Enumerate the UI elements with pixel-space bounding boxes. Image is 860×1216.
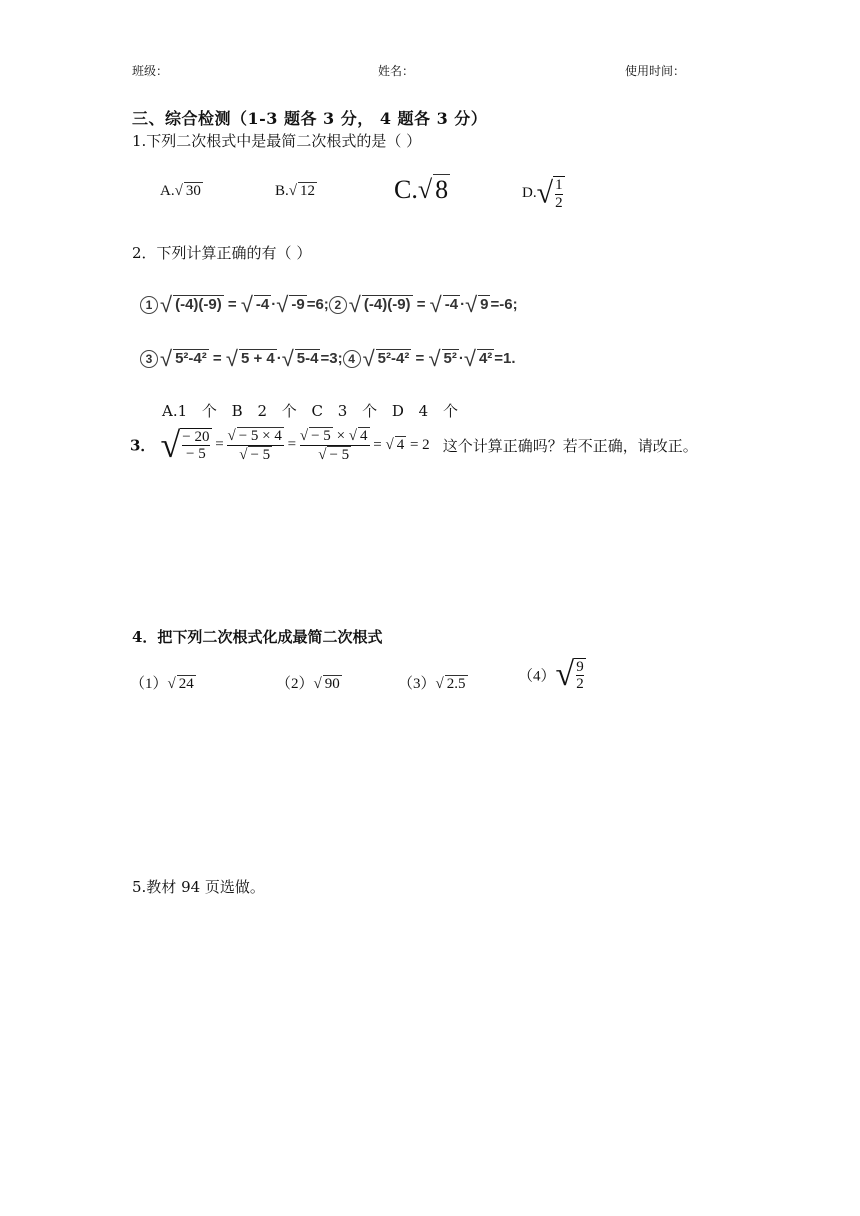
q2-item4-r1: 5² <box>443 349 457 367</box>
sqrt-icon: √ <box>385 437 394 453</box>
q4-item1 <box>130 672 196 693</box>
q3-equals: = 2 <box>409 437 430 453</box>
q3-result: 4 <box>396 437 405 453</box>
q4-i4-denominator: 2 <box>576 676 584 692</box>
q1-c-radicand: 8 <box>435 175 449 204</box>
q2-item2-tail: =-6; <box>490 295 518 313</box>
sqrt-icon: √ <box>318 446 327 463</box>
q2-item3-r1: 5 + 4 <box>240 349 275 367</box>
q1-d-label: D. <box>522 185 537 201</box>
q1-option-a <box>160 182 203 200</box>
q2-item2-lhs: (-4)(-9) <box>363 295 411 313</box>
q1-a-label: A. <box>160 183 175 199</box>
q1-option-d <box>522 176 565 211</box>
q2-item2-r2: 9 <box>480 295 489 313</box>
q2-item1-lhs: (-4)(-9) <box>175 295 222 313</box>
q3-f1-numerator: − 20 <box>182 428 210 445</box>
q4-stem: 4．把下列二次根式化成最简二次根式 <box>132 628 383 646</box>
q3-f2-denominator: − 5 <box>250 446 271 463</box>
q3-f1-denominator: − 5 <box>186 446 206 462</box>
sqrt-icon: √ <box>288 183 297 199</box>
sqrt-icon: √ <box>313 676 322 692</box>
sqrt-icon: √ <box>536 176 554 210</box>
sqrt-icon: √ <box>174 183 183 199</box>
q3-question: 这个计算正确吗？若不正确，请改正。 <box>442 436 698 455</box>
q1-c-label: C. <box>394 175 418 204</box>
q2-options: A.1 个 B 2 个 C 3 个 D 4 个 <box>162 402 458 420</box>
sqrt-icon: √ <box>348 428 358 444</box>
q4-item3 <box>398 672 468 693</box>
q4-item2 <box>276 672 342 693</box>
q5-text: 5.教材 94 页选做。 <box>132 878 265 896</box>
q4-i3-label: （3） <box>398 676 436 692</box>
q3-expression: √ $\frac{- 20}{- 5}$ = $\frac{√ - 5 \times 4}{√ - 5}$ = $\frac{√ - 5 \times √ 4}{√ - 5}$ = √ 4 = 2 <box>160 425 430 465</box>
q3-f2-numerator: − 5 × 4 <box>238 428 282 444</box>
q4-i4-numerator: 9 <box>576 658 584 675</box>
q4-i1-label: （1） <box>130 676 168 692</box>
q1-b-label: B. <box>275 183 289 199</box>
q3-f3-denominator: − 5 <box>329 446 350 463</box>
q1-d-numerator: 1 <box>555 177 563 193</box>
q2-item1-r1: -4 <box>255 295 270 313</box>
time-label: 使用时间： <box>625 64 686 78</box>
q1-b-radicand: 12 <box>300 183 315 199</box>
q2-item1-tail: =6; <box>306 295 329 313</box>
sqrt-icon: √ <box>167 676 176 692</box>
q2-item4-tail: =1. <box>494 349 516 367</box>
sqrt-icon: √ <box>160 425 181 465</box>
q2-stem: 2．下列计算正确的有（ ） <box>132 244 312 262</box>
q4-i4-label: （4） <box>518 668 556 685</box>
name-label: 姓名： <box>378 64 415 78</box>
sqrt-icon: √ <box>435 676 444 692</box>
section-title: 三、综合检测（1-3 题各 3 分， 4 题各 3 分） <box>132 109 488 128</box>
q4-item4 <box>518 656 586 694</box>
circled-number: 2 <box>329 296 347 314</box>
q1-option-b <box>275 182 317 200</box>
q2-line1: 1 √ (-4)(-9) = √ -4 ·√ -9 =6; 2 √ (-4)(-9) = √ -4 ·√ 9 =-6; <box>140 292 518 318</box>
q4-i2-label: （2） <box>276 676 314 692</box>
q1-option-c <box>394 174 450 205</box>
q1-d-denominator: 2 <box>555 194 563 211</box>
q2-item3-lhs: 5²-4² <box>175 349 207 367</box>
sqrt-icon: √ <box>299 428 309 444</box>
circled-number: 1 <box>140 296 158 314</box>
q2-item4-r2: 4² <box>478 349 493 367</box>
q2-item3-tail: =3; <box>320 349 343 367</box>
q2-item4-lhs: 5²-4² <box>377 349 410 367</box>
q3-line <box>130 424 698 466</box>
sqrt-icon: √ <box>227 428 236 444</box>
q2-line2: 3 √ 5²-4² = √ 5 + 4 ·√ 5-4 =3; 4 √ 5²-4² = √ 5² ·√ 4² =1. <box>140 346 516 372</box>
sqrt-icon: √ <box>239 446 248 463</box>
q3-number: 3． <box>130 436 156 455</box>
q2-item3-r2: 5-4 <box>296 349 319 367</box>
q2-item1-r2: -9 <box>291 295 305 313</box>
circled-number: 4 <box>343 350 361 368</box>
q1-a-radicand: 30 <box>185 183 201 199</box>
sqrt-icon: √ <box>417 175 433 204</box>
circled-number: 3 <box>140 350 158 368</box>
q4-i3-radicand: 2.5 <box>446 676 466 692</box>
q3-f3-numerator-a: − 5 <box>311 428 331 444</box>
q3-f3-numerator-b: 4 <box>360 428 368 444</box>
class-label: 班级： <box>132 64 169 78</box>
sqrt-icon: √ <box>555 656 575 693</box>
q4-i2-radicand: 90 <box>324 676 340 692</box>
q2-item2-r1: -4 <box>444 295 459 313</box>
q1-stem: 1.下列二次根式中是最简二次根式的是（ ） <box>132 132 422 150</box>
q4-i1-radicand: 24 <box>178 676 194 692</box>
